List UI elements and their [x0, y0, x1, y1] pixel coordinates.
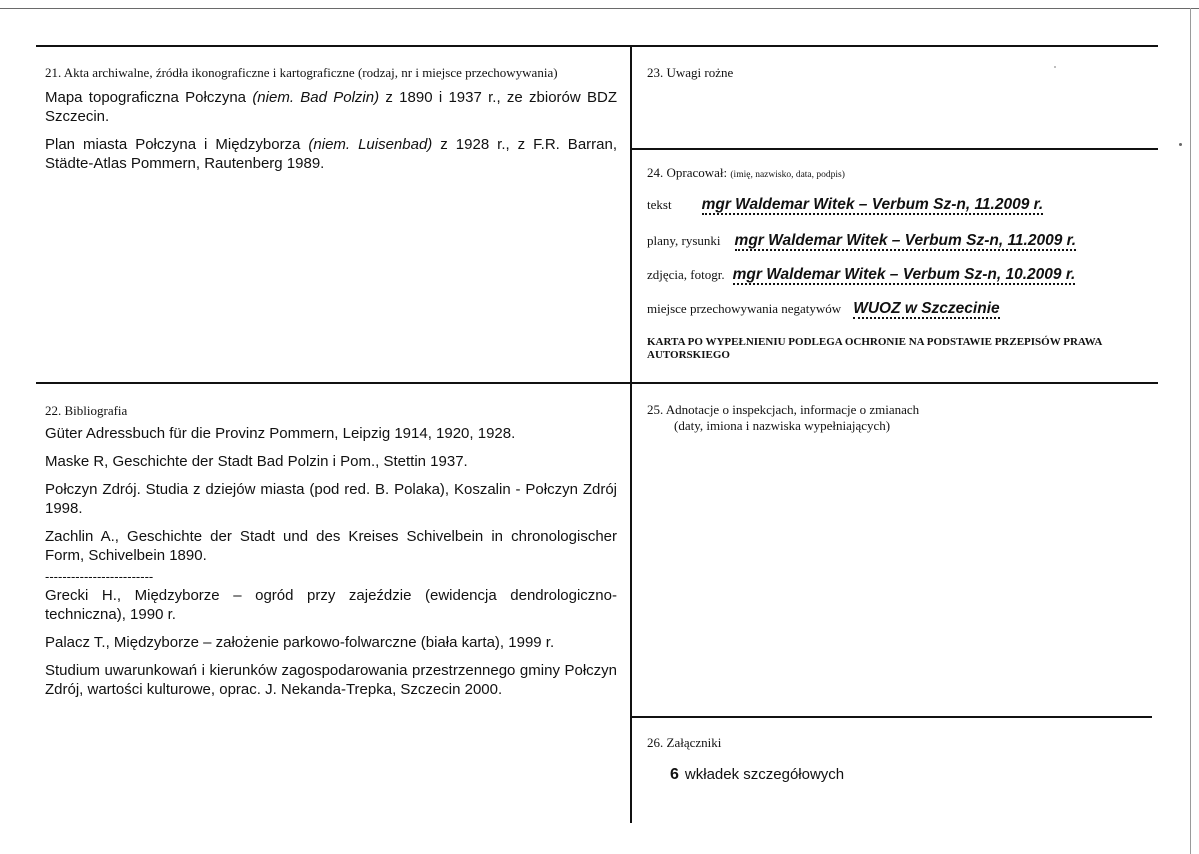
column-divider — [630, 45, 632, 823]
field-tekst: mgr Waldemar Witek – Verbum Sz-n, 11.2009 r. — [701, 196, 1044, 213]
scan-speck — [1179, 143, 1182, 146]
archive-entry: Mapa topograficzna Połczyna (niem. Bad Polzin) z 1890 i 1937 r., ze zbiorów BDZ Szczecin. — [45, 89, 617, 125]
field-zdjecia: mgr Waldemar Witek – Verbum Sz-n, 10.2009 r. — [732, 266, 1076, 283]
bibliography-item: Połczyn Zdrój. Studia z dziejów miasta (pod red. B. Polaka), Koszalin - Połczyn Zdrój 1998. — [45, 481, 617, 517]
scan-speck — [1054, 66, 1056, 68]
bibliography-item: Studium uwarunkowań i kierunków zagospodarowania przestrzennego gminy Połczyn Zdrój, wartości kulturowe, oprac. J. Nekanda-Trepka, Szczecin 2000. — [45, 662, 617, 698]
bibliography-item: Maske R, Geschichte der Stadt Bad Polzin i Pom., Stettin 1937. — [45, 453, 468, 470]
form-top-rule — [36, 45, 1158, 47]
section-21-label: 21. Akta archiwalne, źródła ikonograficzne i kartograficzne (rodzaj, nr i miejsce przechowywania) — [45, 65, 558, 80]
section-24-sublabel: (imię, nazwisko, data, podpis) — [730, 170, 845, 180]
row-plany: plany, rysunki mgr Waldemar Witek – Verbum Sz-n, 11.2009 r. — [647, 232, 1077, 249]
row-tekst: tekst mgr Waldemar Witek – Verbum Sz-n, 11.2009 r. — [647, 196, 1044, 213]
rule-after-section-23 — [632, 148, 1158, 150]
attachments-count: 6 — [670, 766, 679, 783]
archive-entry: Plan miasta Połczyna i Międzyborza (niem. Luisenbad) z 1928 r., z F.R. Barran, Städte-Atlas Pommern, Rautenberg 1989. — [45, 136, 617, 172]
copyright-notice: KARTA PO WYPEŁNIENIU PODLEGA OCHRONIE NA PODSTAWIE PRZEPISÓW PRAWA AUTORSKIEGO — [647, 336, 1102, 361]
bibliography-item: Palacz T., Międzyborze – założenie parkowo-folwarczne (biała karta), 1999 r. — [45, 634, 555, 651]
section-21-content — [45, 88, 617, 182]
scan-edge-top — [0, 8, 1199, 9]
section-26-label: 26. Załączniki — [647, 735, 722, 750]
section-24-label: 24. Opracował: (imię, nazwisko, data, podpis) — [647, 165, 845, 180]
rule-after-section-21-24 — [36, 382, 1158, 384]
section-25-sublabel: (daty, imiona i nazwiska wypełniających) — [674, 418, 891, 433]
rule-after-section-25 — [632, 716, 1152, 718]
field-negatywy: WUOZ w Szczecinie — [853, 300, 1000, 317]
bibliography-item: Güter Adressbuch für die Provinz Pommern, Leipzig 1914, 1920, 1928. — [45, 425, 516, 442]
bibliography-item: Grecki H., Międzyborze – ogród przy zajeździe (ewidencja dendrologiczno-techniczna), 1990 r. — [45, 587, 617, 623]
bibliography-list — [45, 424, 617, 708]
bibliography-item: Zachlin A., Geschichte der Stadt und des Kreises Schivelbein in chronologischer Form, Schivelbein 1890. — [45, 528, 617, 564]
field-plany: mgr Waldemar Witek – Verbum Sz-n, 11.2009 r. — [734, 232, 1077, 249]
section-22-label: 22. Bibliografia — [45, 403, 128, 418]
bibliography-separator: ------------------------- — [45, 569, 154, 584]
section-23-label: 23. Uwagi rożne — [647, 65, 734, 80]
scan-edge-right — [1190, 8, 1191, 854]
row-zdjecia: zdjęcia, fotogr. mgr Waldemar Witek – Verbum Sz-n, 10.2009 r. — [647, 266, 1076, 283]
row-negatywy: miejsce przechowywania negatywów WUOZ w Szczecinie — [647, 300, 1000, 317]
attachments-text: wkładek szczegółowych — [684, 766, 845, 783]
section-25-label: 25. Adnotacje o inspekcjach, informacje o zmianach (daty, imiona i nazwiska wypełniających) — [647, 402, 920, 433]
attachments-value — [670, 766, 844, 784]
